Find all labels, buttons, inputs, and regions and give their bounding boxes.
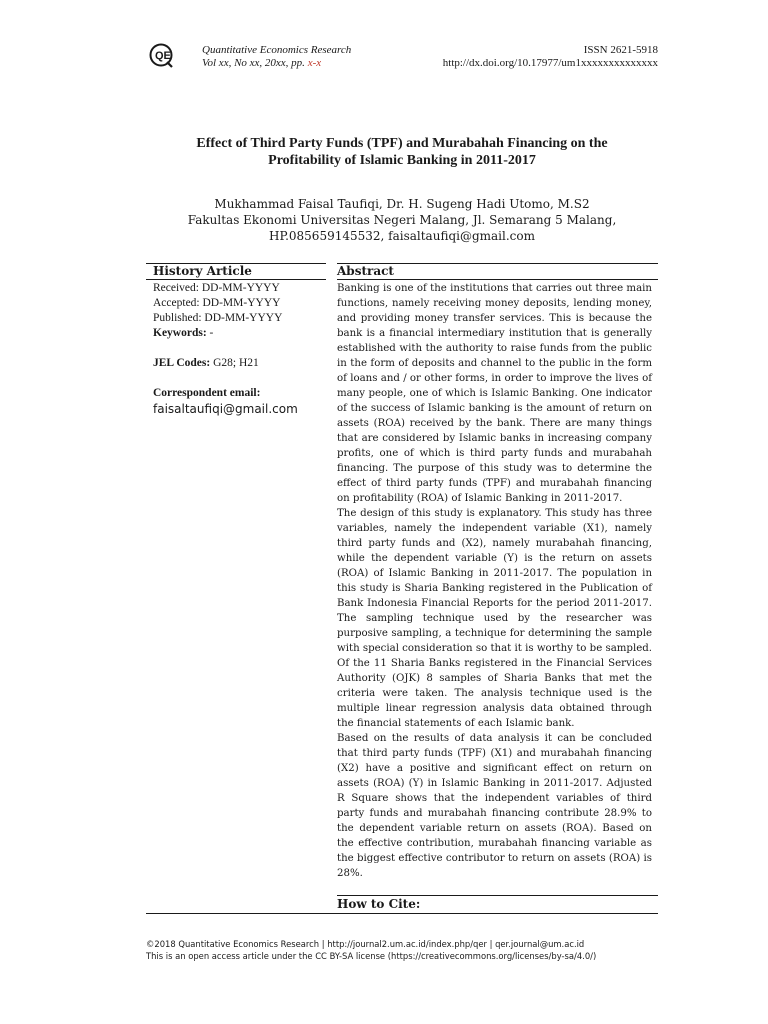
journal-logo <box>148 42 186 68</box>
jel-label: JEL Codes: <box>153 357 211 369</box>
journal-logo-text: QE <box>155 50 171 62</box>
keywords-value: - <box>209 327 214 339</box>
page-footer <box>146 938 666 962</box>
author-affiliation: Fakultas Ekonomi Universitas Negeri Malang, Jl. Semarang 5 Malang, <box>187 213 617 227</box>
doi-link[interactable]: http://dx.doi.org/10.17977/um1xxxxxxxxxxxxxx <box>442 57 658 69</box>
received-date: Received: DD-MM-YYYY <box>153 282 280 294</box>
correspondent-email[interactable]: faisaltaufiqi@gmail.com <box>153 402 298 416</box>
journal-volume <box>202 56 321 70</box>
bottom-rule <box>146 913 658 914</box>
abstract-column <box>337 263 652 881</box>
paper-title-line-2: Profitability of Islamic Banking in 2011-2017 <box>268 153 536 168</box>
author-names: Mukhammad Faisal Taufiqi, Dr. H. Sugeng Hadi Utomo, M.S2 <box>214 197 590 211</box>
journal-name: Quantitative Economics Research <box>202 44 352 56</box>
jel-value: G28; H21 <box>213 357 259 369</box>
article-info-column <box>146 263 326 417</box>
how-to-cite-heading: How to Cite: <box>337 897 421 911</box>
published-date: Published: DD-MM-YYYY <box>153 312 283 324</box>
abstract-paragraph-1: Banking is one of the institutions that carries out three main functions, namely receiving money deposits, lending money, and providing money transfer services. This is because the bank is a financial intermediary institution that is generally established with the authority to raise funds from the public in the form of deposits and channel to the public in the form of loans and / or other forms, in order to improve the lives of many people, one of which is Islamic Banking. One indicator of the success of Islamic banking is the amount of return on assets (ROA) received by the bank. There are many things that are considered by Islamic banks in increasing company profits, one of which is third party funds and murabahah financing. The purpose of this study was to determine the effect of third party funds (TPF) and murabahah financing on profitability (ROA) of Islamic Banking in 2011-2017. <box>337 283 652 504</box>
footer-copyright: ©2018 Quantitative Economics Research | http://journal2.um.ac.id/index.php/qer | qer.journal@um.ac.id <box>146 939 585 949</box>
accepted-date: Accepted: DD-MM-YYYY <box>153 297 281 309</box>
journal-header <box>146 40 658 74</box>
history-heading: History Article <box>153 264 252 278</box>
paper-title <box>146 135 658 169</box>
abstract-paragraph-2: The design of this study is explanatory. This study has three variables, namely the independent variable (X1), namely third party funds and (X2), namely murabahah financing, while the dependent variable (Y) is the return on assets (ROA) of Islamic Banking in 2011-2017. The population in this study is Sharia Banking registered in the Publication of Bank Indonesia Financial Reports for the period 2011-2017. The sampling technique used by the researcher was purposive sampling, a technique for determining the sample with special consideration so that it is worthy to be sampled. Of the 11 Sharia Banks registered in the Financial Services Authority (OJK) 8 samples of Sharia Banks that met the criteria were taken. The analysis technique used is the multiple linear regression analysis data obtained through the financial statements of each Islamic bank. <box>337 508 652 729</box>
abstract-body <box>337 281 652 881</box>
author-block <box>146 196 658 244</box>
paper-title-line-1: Effect of Third Party Funds (TPF) and Murabahah Financing on the <box>196 136 608 151</box>
jel-codes <box>146 356 326 371</box>
keywords <box>146 326 326 341</box>
author-contact: HP.085659145532, faisaltaufiqi@gmail.com <box>268 229 535 243</box>
correspondent-label: Correspondent email: <box>153 387 261 399</box>
footer-license: This is an open access article under the CC BY-SA license (https://creativecommons.org/licenses/by-sa/4.0/) <box>146 951 597 961</box>
issn: ISSN 2621-5918 <box>583 44 658 56</box>
volume-prefix: Vol xx, No xx, 20xx, pp. <box>202 57 305 69</box>
abstract-heading: Abstract <box>337 264 394 278</box>
abstract-paragraph-3: Based on the results of data analysis it can be concluded that third party funds (TPF) (X1) and murabahah financing (X2) have a positive and significant effect on return on assets (ROA) (Y) in Islamic Banking in 2011-2017. Adjusted R Square shows that the independent variables of third party funds and murabahah financing contribute 28.9% to the dependent variable return on assets (ROA). Based on the effective contribution, murabahah financing variable as the biggest effective contributor to return on assets (ROA) is 28%. <box>337 733 652 879</box>
page-range: x-x <box>307 57 322 69</box>
keywords-label: Keywords: <box>153 327 207 339</box>
